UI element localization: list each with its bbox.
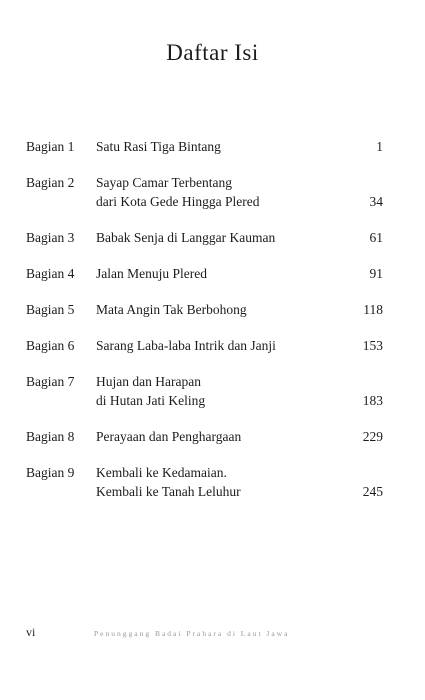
toc-page-number: 1: [376, 139, 383, 154]
toc-title-line: Perayaan dan Penghargaan: [96, 429, 242, 444]
toc-title-line: Sarang Laba-laba Intrik dan Janji: [96, 338, 276, 353]
toc-entry: [26, 427, 383, 446]
toc-chapter-title: [96, 300, 343, 319]
toc-title-line: Sayap Camar Terbentang: [96, 175, 233, 190]
toc-title-line: Kembali ke Tanah Leluhur: [96, 484, 241, 499]
toc-page-number: 118: [363, 302, 383, 317]
toc-page-number: 61: [369, 230, 383, 245]
toc-entry: [26, 463, 383, 501]
toc-chapter-title: [96, 137, 343, 156]
toc-part-label: Bagian 1: [26, 139, 75, 154]
toc-part-label: Bagian 6: [26, 338, 75, 353]
toc-part-label: Bagian 9: [26, 465, 75, 480]
toc-title-line: di Hutan Jati Keling: [96, 393, 206, 408]
toc-page-number: 229: [362, 429, 383, 444]
toc-entry: [26, 137, 383, 156]
toc-chapter-title: [96, 372, 343, 410]
toc-chapter-title: [96, 264, 343, 283]
toc-title-line: Babak Senja di Langgar Kauman: [96, 230, 276, 245]
toc-entry: [26, 336, 383, 355]
running-title: Penunggang Badai Prahara di Laut Jawa: [94, 629, 290, 638]
toc-chapter-title: [96, 336, 343, 355]
toc-part-label: Bagian 8: [26, 429, 75, 444]
page-title: Daftar Isi: [166, 40, 259, 65]
toc-title-line: Satu Rasi Tiga Bintang: [96, 139, 221, 154]
toc-entry: [26, 264, 383, 283]
toc-chapter-title: [96, 228, 343, 247]
toc-title-line: Kembali ke Kedamaian.: [96, 465, 227, 480]
toc-part-label: Bagian 7: [26, 374, 75, 389]
toc-page-number: 34: [369, 194, 383, 209]
toc-chapter-title: [96, 427, 343, 446]
toc-part-label: Bagian 2: [26, 175, 75, 190]
toc-chapter-title: [96, 173, 343, 211]
toc-title-line: Jalan Menuju Plered: [96, 266, 207, 281]
toc-chapter-title: [96, 463, 343, 501]
toc-entry: [26, 300, 383, 319]
toc-entry: [26, 173, 383, 211]
toc-page-number: 91: [369, 266, 383, 281]
table-of-contents: [26, 137, 383, 518]
toc-title-line: Mata Angin Tak Berbohong: [96, 302, 247, 317]
toc-part-label: Bagian 3: [26, 230, 75, 245]
toc-title-line: dari Kota Gede Hingga Plered: [96, 194, 260, 209]
toc-part-label: Bagian 4: [26, 266, 75, 281]
toc-entry: [26, 372, 383, 410]
toc-page-number: 183: [362, 393, 383, 408]
page-footer: [26, 625, 383, 640]
toc-part-label: Bagian 5: [26, 302, 75, 317]
toc-entry: [26, 228, 383, 247]
toc-page-number: 245: [362, 484, 383, 499]
folio-page-number: vi: [26, 625, 36, 639]
toc-title-line: Hujan dan Harapan: [96, 374, 201, 389]
toc-page-number: 153: [362, 338, 383, 353]
